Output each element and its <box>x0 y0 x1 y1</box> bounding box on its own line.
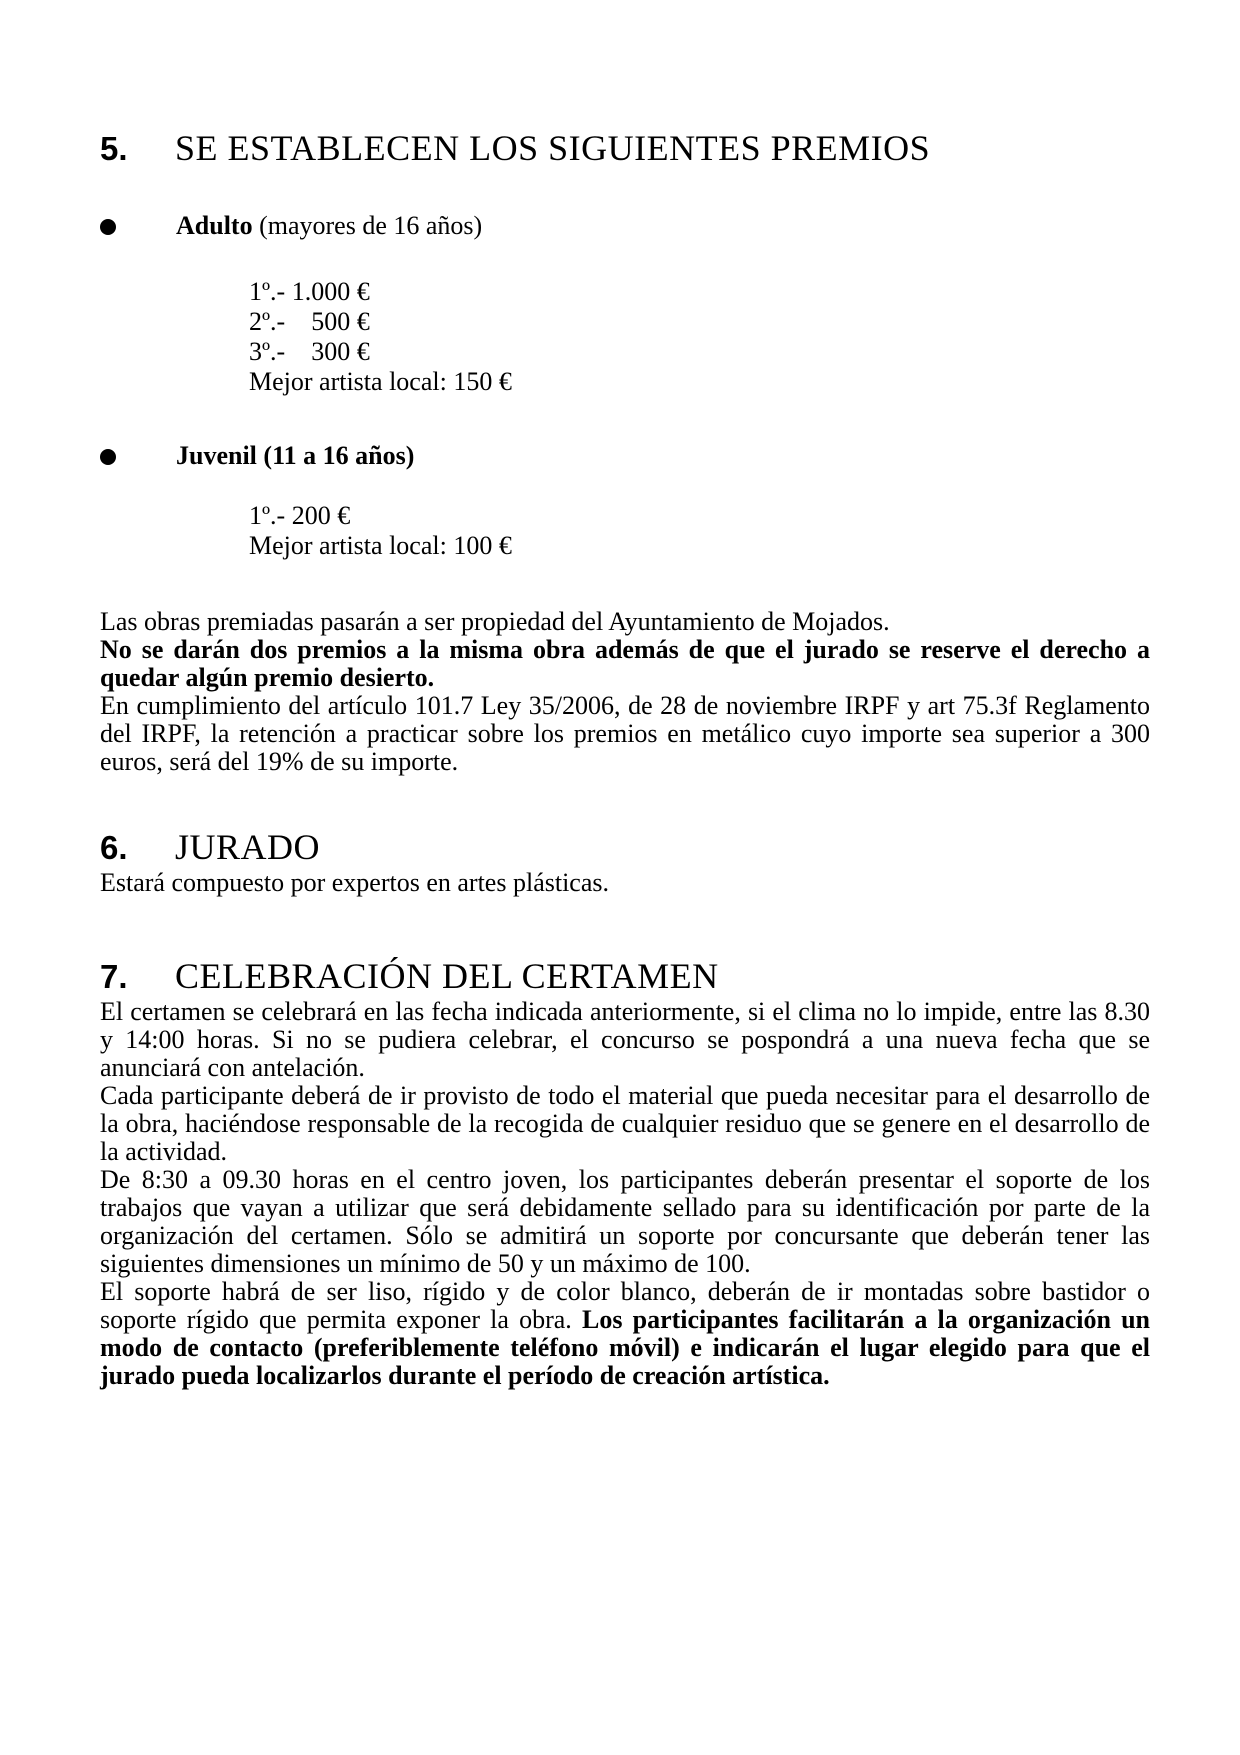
jury-description: Estará compuesto por expertos en artes plásticas. <box>100 868 609 897</box>
adulto-term: Adulto <box>176 211 253 240</box>
juvenil-category-label <box>176 442 414 470</box>
section-7-number: 7. <box>100 958 128 995</box>
section-5-number: 5. <box>100 130 128 167</box>
bullet-item-juvenil <box>100 442 1150 470</box>
prize-line: 1º.- 200 € <box>249 501 351 530</box>
contact-instructions-bold-text: Los participantes facilitarán a la organización un modo de contacto (preferiblemente teléfono móvil) e indicarán el lugar elegido para que el jurado pueda localizarlos durante el período de creación artística. <box>100 1305 1151 1390</box>
bullet-icon <box>100 219 116 235</box>
prize-line: 1º.- 1.000 € <box>249 277 370 306</box>
adulto-prize-list <box>249 277 1150 397</box>
section-6-number: 6. <box>100 829 128 866</box>
juvenil-prize-list <box>249 501 1150 561</box>
section-5-title: SE ESTABLECEN LOS SIGUIENTES PREMIOS <box>175 128 931 168</box>
prize-line: Mejor artista local: 100 € <box>249 531 512 560</box>
prize-line: 2º.- 500 € <box>249 307 370 336</box>
support-dimensions-text: De 8:30 a 09.30 horas en el centro joven, los participantes deberán presentar el soporte de los trabajos que vayan a utilizar que será debidamente sellado para su identificación por parte de la organización del certamen. Sólo se admitirá un soporte por concursante que deberán tener las siguientes dimensiones un mínimo de 50 y un máximo de 100. <box>100 1165 1150 1278</box>
support-requirements-paragraph <box>100 1278 1150 1390</box>
section-7-heading <box>100 955 1150 998</box>
celebration-schedule-paragraph: El certamen se celebrará en las fecha indicada anteriormente, si el clima no lo impide, entre las 8.30 y 14:00 horas. Si no se pudiera celebrar, el concurso se pospondrá a una nueva fecha que se anunciará con antelación. <box>100 997 1150 1082</box>
juvenil-term: Juvenil (11 a 16 años) <box>176 441 415 470</box>
section-6-heading <box>100 826 1150 869</box>
section-5-heading <box>100 127 1150 170</box>
bullet-icon <box>100 449 116 465</box>
support-requirements-text: El soporte habrá de ser liso, rígido y de color blanco, deberán de ir montadas sobre bastidor o soporte rígido que permita exponer la obra. <box>100 1277 1150 1334</box>
materials-paragraph: Cada participante deberá de ir provisto de todo el material que pueda necesitar para el desarrollo de la obra, haciéndose responsable de la recogida de cualquier residuo que se genere en el desarrollo de la actividad. <box>100 1081 1150 1166</box>
bullet-item-adulto <box>100 212 1150 240</box>
section-6-title: JURADO <box>175 827 321 867</box>
support-presentation-paragraph <box>100 1166 1150 1278</box>
prizes-note-block <box>100 608 1150 776</box>
note-single-prize-line: No se darán dos premios a la misma obra además de que el jurado se reserve el derecho a quedar algún premio desierto. <box>100 635 1150 692</box>
prize-line: Mejor artista local: 150 € <box>249 367 512 396</box>
section-7-title: CELEBRACIÓN DEL CERTAMEN <box>175 956 719 996</box>
prize-line: 3º.- 300 € <box>249 337 370 366</box>
adulto-category-label <box>176 212 482 240</box>
adulto-term-rest: (mayores de 16 años) <box>252 211 483 240</box>
note-ownership-line: Las obras premiadas pasarán a ser propiedad del Ayuntamiento de Mojados. <box>100 607 890 636</box>
note-tax-line: En cumplimiento del artículo 101.7 Ley 35/2006, de 28 de noviembre IRPF y art 75.3f Reglamento del IRPF, la retención a practicar sobre los premios en metálico cuyo importe sea superior a 300 euros, será del 19% de su importe. <box>100 691 1150 776</box>
